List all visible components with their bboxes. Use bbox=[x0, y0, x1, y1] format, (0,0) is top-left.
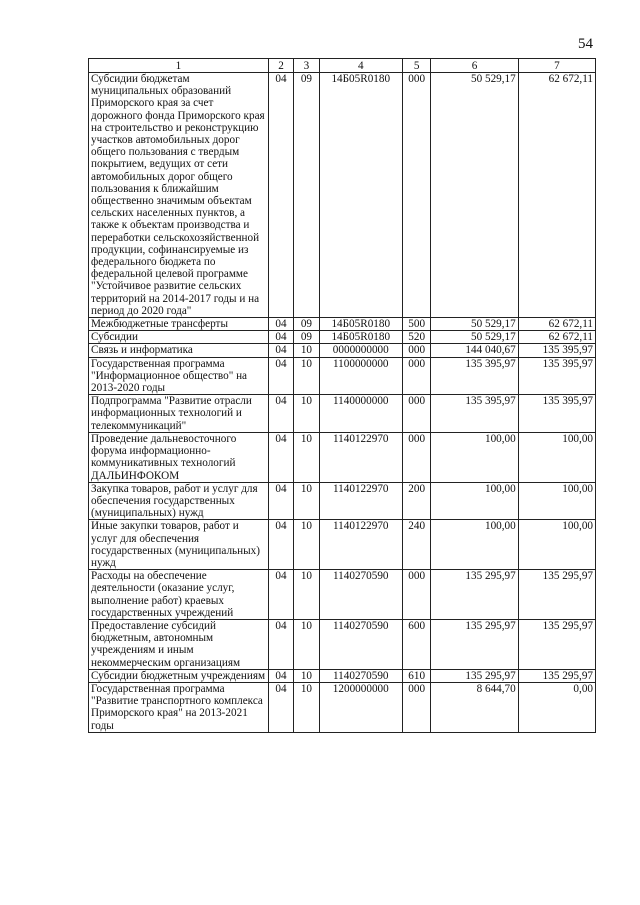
item-name: Субсидии бюджетам муниципальных образований Приморского края за счет дорожного фонда Приморского края на строительство и реконструкцию участков автомобильных дорог общего пользования с твердым покрытием, ведущих от сети автомобильных дорог общего пользования к ближайшим общественно значимым объектам сельских населенных пунктов, а также к объектам производства и переработки сельскохозяйственной продукции, софинансируемые из федерального бюджета по федеральной целевой программе "Устойчивое развитие сельских территорий на 2014-2017 годы и на период до 2020 года" bbox=[89, 73, 269, 318]
table-row bbox=[89, 619, 596, 669]
subsection-code: 10 bbox=[294, 570, 319, 620]
subsection-code: 10 bbox=[294, 669, 319, 682]
expense-type-code: 500 bbox=[402, 318, 430, 331]
amount-col7: 135 395,97 bbox=[518, 344, 595, 357]
amount-col7: 135 395,97 bbox=[518, 357, 595, 395]
target-article-code: 1140270590 bbox=[319, 669, 402, 682]
item-name: Проведение дальневосточного форума информационно-коммуникативных технологий ДАЛЬИНФОКОМ bbox=[89, 432, 269, 482]
section-code: 04 bbox=[268, 520, 293, 570]
amount-col6: 135 395,97 bbox=[431, 395, 518, 433]
amount-col7: 62 672,11 bbox=[518, 318, 595, 331]
subsection-code: 09 bbox=[294, 73, 319, 318]
target-article-code: 1140122970 bbox=[319, 432, 402, 482]
amount-col6: 144 040,67 bbox=[431, 344, 518, 357]
target-article-code: 1140270590 bbox=[319, 619, 402, 669]
expense-type-code: 610 bbox=[402, 669, 430, 682]
subsection-code: 10 bbox=[294, 682, 319, 732]
section-code: 04 bbox=[268, 619, 293, 669]
amount-col6: 135 295,97 bbox=[431, 669, 518, 682]
target-article-code: 14Б05R0180 bbox=[319, 318, 402, 331]
amount-col7: 135 395,97 bbox=[518, 395, 595, 433]
amount-col7: 100,00 bbox=[518, 432, 595, 482]
table-row bbox=[89, 318, 596, 331]
amount-col7: 135 295,97 bbox=[518, 669, 595, 682]
target-article-code: 1140122970 bbox=[319, 482, 402, 520]
section-code: 04 bbox=[268, 395, 293, 433]
subsection-code: 10 bbox=[294, 432, 319, 482]
expense-type-code: 000 bbox=[402, 344, 430, 357]
amount-col6: 100,00 bbox=[431, 482, 518, 520]
amount-col6: 100,00 bbox=[431, 520, 518, 570]
amount-col6: 135 295,97 bbox=[431, 619, 518, 669]
amount-col7: 62 672,11 bbox=[518, 331, 595, 344]
subsection-code: 10 bbox=[294, 482, 319, 520]
column-header: 2 bbox=[268, 59, 293, 73]
item-name: Закупка товаров, работ и услуг для обеспечения государственных (муниципальных) нужд bbox=[89, 482, 269, 520]
item-name: Связь и информатика bbox=[89, 344, 269, 357]
amount-col7: 135 295,97 bbox=[518, 619, 595, 669]
expense-type-code: 000 bbox=[402, 570, 430, 620]
subsection-code: 09 bbox=[294, 331, 319, 344]
subsection-code: 10 bbox=[294, 520, 319, 570]
amount-col6: 135 295,97 bbox=[431, 570, 518, 620]
target-article-code: 1140000000 bbox=[319, 395, 402, 433]
amount-col6: 100,00 bbox=[431, 432, 518, 482]
item-name: Государственная программа "Развитие транспортного комплекса Приморского края" на 2013-2021 годы bbox=[89, 682, 269, 732]
amount-col6: 50 529,17 bbox=[431, 318, 518, 331]
subsection-code: 09 bbox=[294, 318, 319, 331]
table-row bbox=[89, 357, 596, 395]
section-code: 04 bbox=[268, 682, 293, 732]
table-row bbox=[89, 682, 596, 732]
column-header: 6 bbox=[431, 59, 518, 73]
column-header: 3 bbox=[294, 59, 319, 73]
subsection-code: 10 bbox=[294, 619, 319, 669]
target-article-code: 1140270590 bbox=[319, 570, 402, 620]
subsection-code: 10 bbox=[294, 344, 319, 357]
amount-col6: 135 395,97 bbox=[431, 357, 518, 395]
page-number: 54 bbox=[578, 36, 593, 52]
table-row bbox=[89, 432, 596, 482]
item-name: Субсидии bbox=[89, 331, 269, 344]
section-code: 04 bbox=[268, 482, 293, 520]
item-name: Субсидии бюджетным учреждениям bbox=[89, 669, 269, 682]
expense-type-code: 200 bbox=[402, 482, 430, 520]
expense-type-code: 520 bbox=[402, 331, 430, 344]
target-article-code: 14Б05R0180 bbox=[319, 73, 402, 318]
expense-type-code: 000 bbox=[402, 432, 430, 482]
item-name: Подпрограмма "Развитие отрасли информационных технологий и телекоммуникаций" bbox=[89, 395, 269, 433]
section-code: 04 bbox=[268, 432, 293, 482]
table-row bbox=[89, 520, 596, 570]
table-row bbox=[89, 482, 596, 520]
subsection-code: 10 bbox=[294, 395, 319, 433]
section-code: 04 bbox=[268, 570, 293, 620]
target-article-code: 0000000000 bbox=[319, 344, 402, 357]
header-row bbox=[89, 59, 596, 73]
expense-type-code: 000 bbox=[402, 395, 430, 433]
item-name: Расходы на обеспечение деятельности (оказание услуг, выполнение работ) краевых государственных учреждений bbox=[89, 570, 269, 620]
target-article-code: 14Б05R0180 bbox=[319, 331, 402, 344]
column-header: 4 bbox=[319, 59, 402, 73]
section-code: 04 bbox=[268, 344, 293, 357]
section-code: 04 bbox=[268, 331, 293, 344]
amount-col7: 62 672,11 bbox=[518, 73, 595, 318]
amount-col6: 50 529,17 bbox=[431, 331, 518, 344]
table-row bbox=[89, 344, 596, 357]
column-header: 1 bbox=[89, 59, 269, 73]
amount-col7: 100,00 bbox=[518, 520, 595, 570]
target-article-code: 1200000000 bbox=[319, 682, 402, 732]
item-name: Иные закупки товаров, работ и услуг для обеспечения государственных (муниципальных) нужд bbox=[89, 520, 269, 570]
amount-col6: 8 644,70 bbox=[431, 682, 518, 732]
table-row bbox=[89, 570, 596, 620]
expense-type-code: 240 bbox=[402, 520, 430, 570]
expense-type-code: 000 bbox=[402, 73, 430, 318]
item-name: Межбюджетные трансферты bbox=[89, 318, 269, 331]
section-code: 04 bbox=[268, 357, 293, 395]
target-article-code: 1140122970 bbox=[319, 520, 402, 570]
table-row bbox=[89, 331, 596, 344]
expense-type-code: 000 bbox=[402, 357, 430, 395]
budget-table bbox=[88, 58, 596, 733]
column-header: 7 bbox=[518, 59, 595, 73]
amount-col7: 100,00 bbox=[518, 482, 595, 520]
section-code: 04 bbox=[268, 669, 293, 682]
expense-type-code: 600 bbox=[402, 619, 430, 669]
section-code: 04 bbox=[268, 73, 293, 318]
table-row bbox=[89, 669, 596, 682]
section-code: 04 bbox=[268, 318, 293, 331]
item-name: Предоставление субсидий бюджетным, автономным учреждениям и иным некоммерческим организациям bbox=[89, 619, 269, 669]
table-row bbox=[89, 395, 596, 433]
table-row bbox=[89, 73, 596, 318]
target-article-code: 1100000000 bbox=[319, 357, 402, 395]
amount-col7: 0,00 bbox=[518, 682, 595, 732]
subsection-code: 10 bbox=[294, 357, 319, 395]
item-name: Государственная программа "Информационное общество" на 2013-2020 годы bbox=[89, 357, 269, 395]
expense-type-code: 000 bbox=[402, 682, 430, 732]
amount-col6: 50 529,17 bbox=[431, 73, 518, 318]
column-header: 5 bbox=[402, 59, 430, 73]
amount-col7: 135 295,97 bbox=[518, 570, 595, 620]
